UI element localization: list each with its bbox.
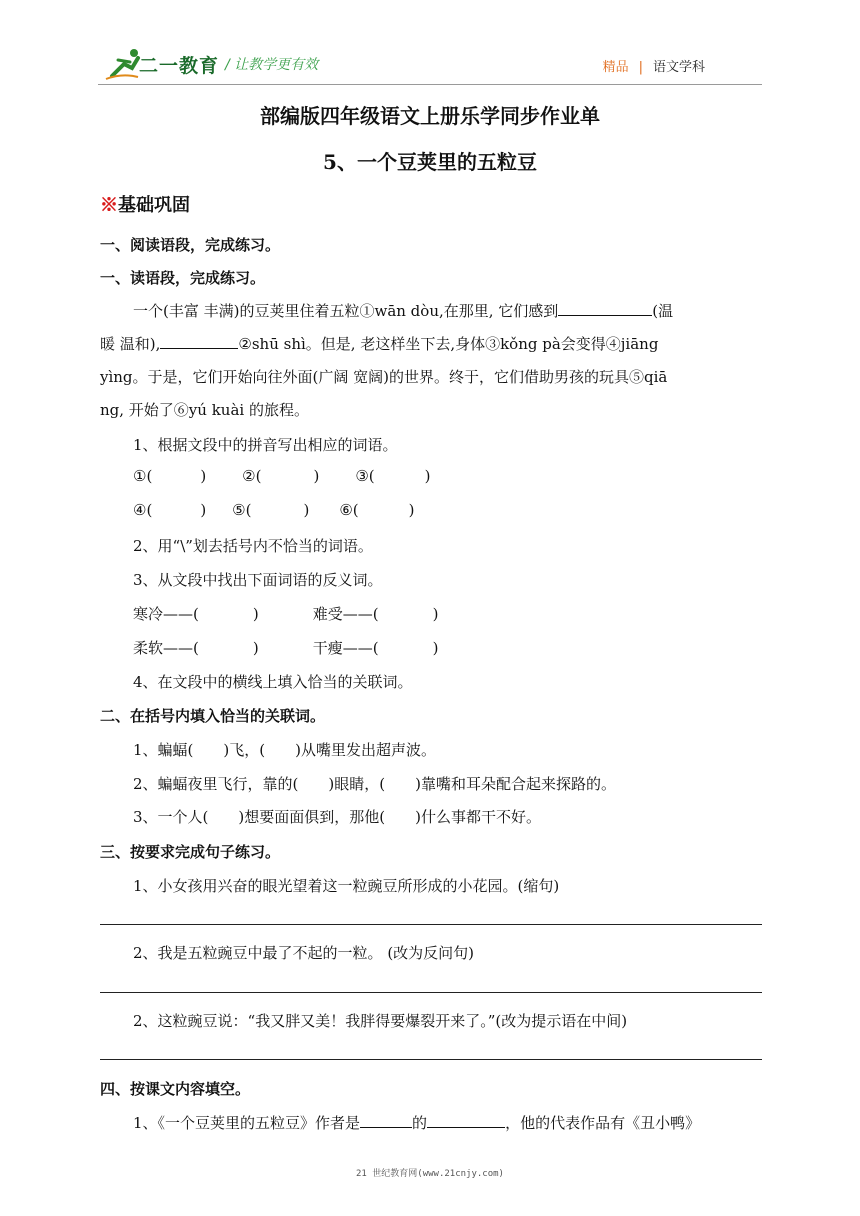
blank-open: ②( xyxy=(242,467,262,485)
answer-line[interactable] xyxy=(100,924,762,925)
q2-heading: 二、在括号内填入恰当的关联词。 xyxy=(100,707,326,725)
section-mark: ※ xyxy=(100,195,118,216)
q4-heading: 四、按课文内容填空。 xyxy=(100,1080,251,1098)
fill-blank[interactable] xyxy=(160,334,238,349)
passage-line-2 xyxy=(100,333,658,354)
pinyin-blank-row-2 xyxy=(133,501,415,519)
blank-close: ) xyxy=(432,639,439,657)
antonym-row-2 xyxy=(133,637,438,658)
pinyin-blank-row-1 xyxy=(133,467,431,485)
q1-sub4: 4、在文段中的横线上填入恰当的关联词。 xyxy=(133,673,413,691)
blank-open: ⑤( xyxy=(232,501,252,519)
q1-sub2: 2、用“\”划去括号内不恰当的词语。 xyxy=(133,537,373,555)
section-label: 基础巩固 xyxy=(118,195,190,216)
q4-text: ，他的代表作品有《丑小鸭》 xyxy=(505,1114,701,1132)
blank-open: ③( xyxy=(355,467,375,485)
q2-item-3: 3、一个人( )想要面面俱到，那他( )什么事都干不好。 xyxy=(133,808,541,826)
quality-label: 精品 xyxy=(602,60,629,75)
blank-close: ) xyxy=(303,501,310,519)
passage-text: 一个(丰富 丰满)的豆荚里住着五粒①wān dòu,在那里, 它们感到 xyxy=(133,302,559,320)
header-separator: | xyxy=(638,60,643,75)
q2-item-1: 1、蝙蝠( )飞，( )从嘴里发出超声波。 xyxy=(133,741,436,759)
passage-text: 暖 温和), xyxy=(100,335,161,353)
q1-heading: 一、阅读语段，完成练习。 xyxy=(100,236,281,254)
q3-heading: 三、按要求完成句子练习。 xyxy=(100,843,281,861)
blank-close: ) xyxy=(252,639,259,657)
blank-close: ) xyxy=(200,501,207,519)
lesson-title: 5、一个豆荚里的五粒豆 xyxy=(323,150,537,174)
logo-text: 二一教育 xyxy=(139,55,220,77)
q4-item-1 xyxy=(133,1112,700,1133)
q3-item-3: 2、这粒豌豆说：“我又胖又美！我胖得要爆裂开来了。”(改为提示语在中间) xyxy=(133,1012,628,1030)
answer-line[interactable] xyxy=(100,1059,762,1060)
antonym-label: 干瘦——( xyxy=(312,639,379,657)
blank-close: ) xyxy=(252,605,259,623)
passage-text: (温 xyxy=(652,302,674,320)
passage-line-4: ng, 开始了⑥yú kuài 的旅程。 xyxy=(100,401,309,419)
fill-blank[interactable] xyxy=(558,301,652,316)
blank-close: ) xyxy=(408,501,415,519)
page-footer: 21 世纪教育网(www.21cnjy.com) xyxy=(356,1169,504,1179)
blank-open: ①( xyxy=(133,467,153,485)
q1-sub1: 1、根据文段中的拼音写出相应的词语。 xyxy=(133,436,398,454)
passage-line-1 xyxy=(133,300,673,321)
section-heading xyxy=(100,191,190,217)
blank-open: ④( xyxy=(133,501,153,519)
fill-blank[interactable] xyxy=(360,1113,412,1128)
blank-close: ) xyxy=(313,467,320,485)
answer-line[interactable] xyxy=(100,992,762,993)
q4-text: 的 xyxy=(412,1114,428,1132)
q1-sub3: 3、从文段中找出下面词语的反义词。 xyxy=(133,571,383,589)
antonym-label: 寒冷——( xyxy=(133,605,199,623)
q2-item-2: 2、蝙蝠夜里飞行，靠的( )眼睛，( )靠嘴和耳朵配合起来探路的。 xyxy=(133,775,616,793)
blank-close: ) xyxy=(200,467,207,485)
blank-open: ⑥( xyxy=(339,501,359,519)
passage-text: ②shū shì。但是, 老这样坐下去,身体③kǒng pà会变得④jiāng xyxy=(238,335,659,353)
blank-close: ) xyxy=(424,467,431,485)
header-right xyxy=(603,56,705,75)
slogan: / 让教学更有效 xyxy=(225,57,319,73)
q4-text: 1、《一个豆荚里的五粒豆》作者是 xyxy=(133,1114,361,1132)
subject-label: 语文学科 xyxy=(652,60,705,75)
q1-heading-2: 一、读语段，完成练习。 xyxy=(100,269,266,287)
fill-blank[interactable] xyxy=(427,1113,505,1128)
antonym-row-1 xyxy=(133,603,438,624)
passage-line-3: yìng。于是，它们开始向往外面(广阔 宽阔)的世界。终于，它们借助男孩的玩具⑤qiā xyxy=(100,368,668,386)
page-title: 部编版四年级语文上册乐学同步作业单 xyxy=(260,104,600,128)
blank-close: ) xyxy=(432,605,439,623)
q3-item-2: 2、我是五粒豌豆中最了不起的一粒。 (改为反问句) xyxy=(133,944,475,962)
antonym-label: 难受——( xyxy=(312,605,379,623)
antonym-label: 柔软——( xyxy=(133,639,199,657)
header-rule xyxy=(98,84,762,85)
q3-item-1: 1、小女孩用兴奋的眼光望着这一粒豌豆所形成的小花园。(缩句) xyxy=(133,877,560,895)
